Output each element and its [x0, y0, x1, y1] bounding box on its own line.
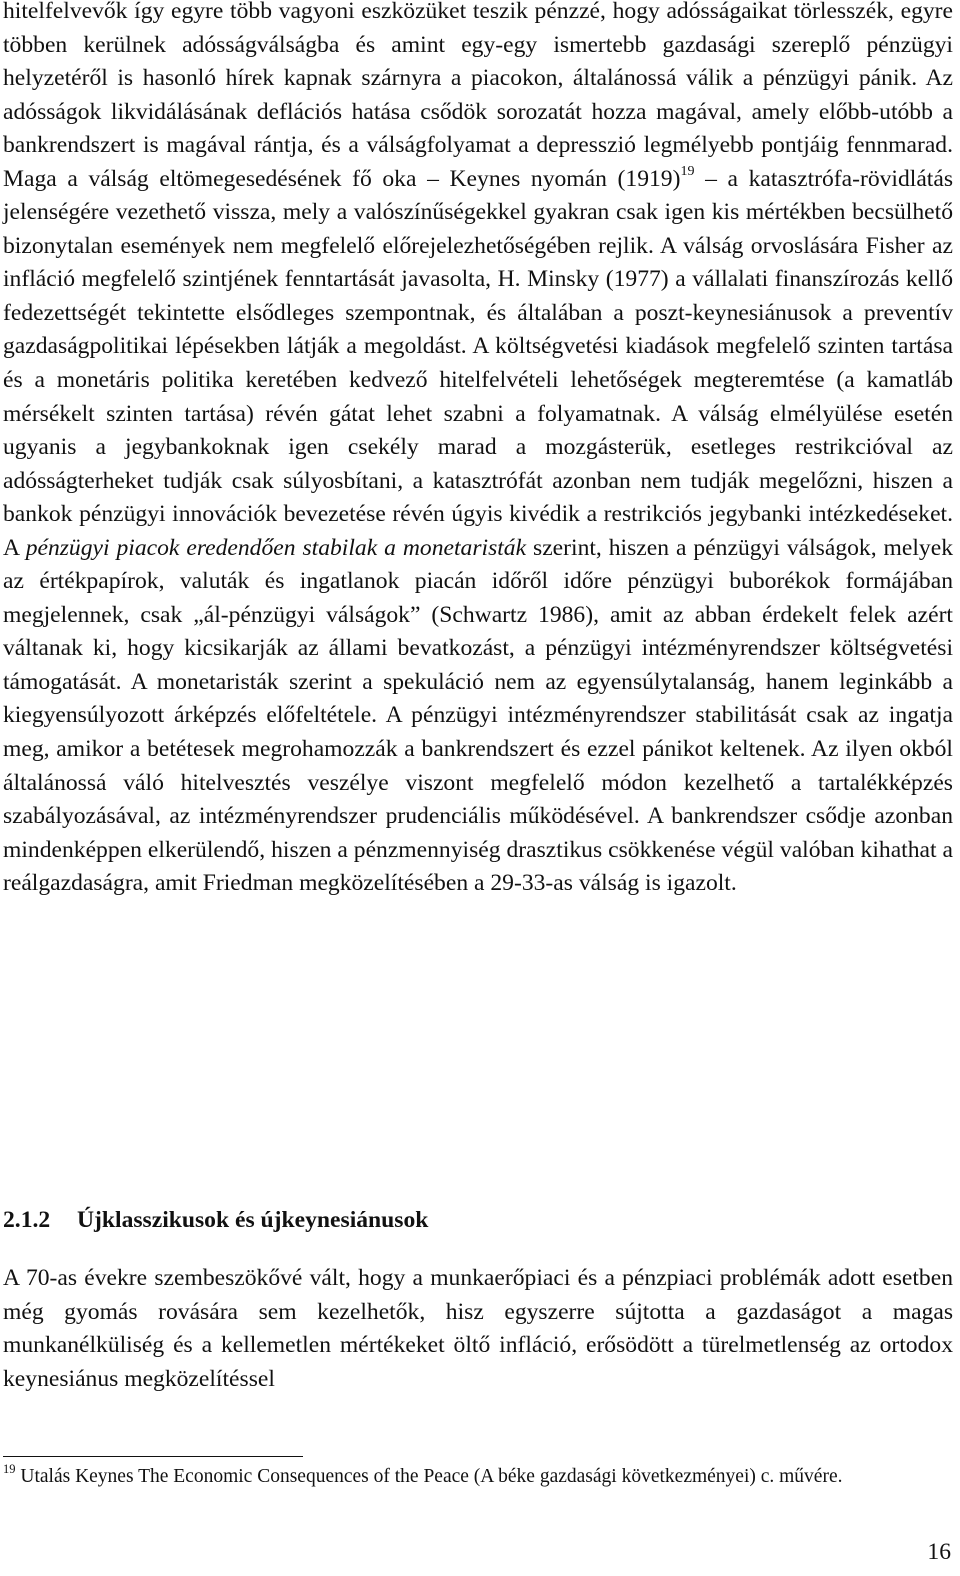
paragraph-text: szerint, hiszen a pénzügyi válságok, melyek az értékpapírok, valuták és ingatlanok piacán időről időre pénzügyi buborékok formájában megjelennek, csak „ál-pénzügyi válságok” (Schwartz 1986), amit az abban érdekelt felek azért váltanak ki, hogy kicsikarják az állami bevatkozást, a pénzügyi intézményrendszer költségvetési támogatását. A monetaristák szerint a spekuláció nem az egyensúlytalanság, hanem leginkább a kiegyensúlyozott árképzés előfeltétele. A pénzügyi intézményrendszer stabilitását csak az ingatja meg, amikor a betétesek megrohamozzák a bankrendszert és ezzel pánikot keltenek. Az ilyen okból általánossá váló hitelvesztés veszélye viszont megfelelő módon kezelhető a tartalékképzés szabályozásával, az intézményrendszer prudenciális működésével. A bankrendszer csődje azonban mindenképpen elkerülendő, hiszen a pénzmennyiség drasztikus csökkenése végül valóban kihathat a reálgazdaságra, amit Friedman megközelítésében a 29-33-as válság is igazolt.	[3, 534, 953, 897]
paragraph-text: – a katasztrófa-rövidlátás jelenségére vezethető vissza, mely a valószínűségekkel gyakran csak igen kis mértékben becsülhető bizonytalan események nem megfelelő előrejelezhetőségében rejlik. A válság orvoslására Fisher az infláció megfelelő szintjének fenntartását javasolta, H. Minsky (1977) a vállalati finanszírozás kellő fedezettségét tekintette elsődleges szempontnak, és általában a poszt-keynesiánusok a preventív gazdaságpolitikai lépésekben látják a megoldást. A költségvetési kiadások megfelelő szinten tartása és a monetáris politika keretében kedvező hitelfelvételi lehetőségek megteremtése (a kamatláb mérsékelt szinten tartása) révén gátat lehet szabni a folyamatnak. A válság elmélyülése esetén ugyanis a jegybankoknak igen csekély marad a mozgásterük, esetleges restrikcióval az adósságterheket tudják csak súlyosbítani, a katasztrófát azonban nem tudják megelőzni, hiszen a bankok pénzügyi innovációk bevezetése révén úgyis kivédik a restrikciós jegybanki intézkedéseket. A	[3, 165, 953, 561]
section-heading	[3, 1204, 428, 1237]
footnote-reference[interactable]: 19	[680, 163, 695, 179]
footnote-number: 19	[3, 1462, 16, 1476]
emphasized-text: pénzügyi piacok eredendően stabilak a monetaristák	[25, 534, 527, 561]
footnote-separator	[3, 1456, 303, 1457]
document-page	[3, 0, 953, 1576]
page-number: 16	[927, 1539, 951, 1565]
footnote	[3, 1463, 953, 1491]
body-paragraph	[3, 0, 953, 901]
section-title: Újklasszikusok és újkeynesiánusok	[77, 1207, 429, 1233]
footnote-text: Utalás Keynes The Economic Consequences of the Peace (A béke gazdasági következményei) c. művére.	[15, 1466, 843, 1487]
body-paragraph: A 70-as évekre szembeszökővé vált, hogy a munkaerőpiaci és a pénzpiaci problémák adott esetben még gyomás rovására sem kezelhetők, hisz egyszerre sújtotta a gazdaságot a magas munkanélküliség és a kellemetlen mértékeket öltő infláció, erősödött a türelmetlenség az ortodox keynesiánus megközelítéssel	[3, 1265, 953, 1392]
paragraph-text: hitelfelvevők így egyre több vagyoni eszközüket teszik pénzzé, hogy adósságaikat törlesszék, egyre többen kerülnek adósságválságba és amint egy-egy ismertebb gazdasági szereplő pénzügyi helyzetéről is hasonló hírek kapnak szárnyra a piacokon, általánossá válik a pénzügyi pánik. Az adósságok likvidálásának deflációs hatása csődök sorozatát hozza magával, amely előbb-utóbb a bankrendszert is magával rántja, és a válságfolyamat a depresszió legmélyebb pontjáig fennmarad. Maga a válság eltömegesedésének fő oka – Keynes nyomán (1919)	[3, 0, 953, 192]
section-number: 2.1.2	[3, 1207, 51, 1233]
